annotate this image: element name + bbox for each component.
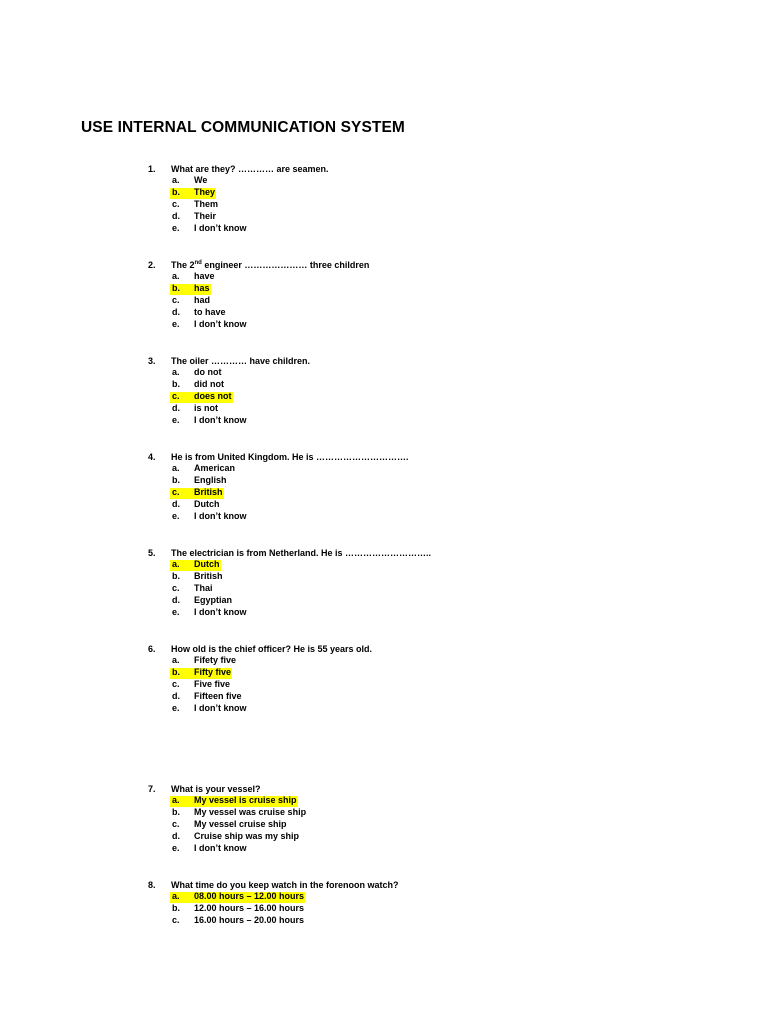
option-text: I don’t know [194, 703, 247, 714]
question-number: 3. [148, 356, 156, 366]
option-text: Dutch [194, 559, 220, 570]
option-letter: c. [172, 487, 180, 498]
option-a [148, 175, 748, 187]
option-text: I don’t know [194, 319, 247, 330]
option-letter: b. [172, 379, 180, 390]
option-b [148, 283, 748, 295]
option-d [148, 691, 748, 703]
option-b [148, 667, 748, 679]
option-text: We [194, 175, 208, 186]
option-b [148, 379, 748, 391]
option-letter: e. [172, 607, 180, 618]
option-c [148, 295, 748, 307]
option-text: My vessel cruise ship [194, 819, 287, 830]
option-letter: a. [172, 367, 180, 378]
option-letter: c. [172, 583, 180, 594]
option-letter: d. [172, 211, 180, 222]
option-e [148, 607, 748, 619]
option-text: British [194, 571, 223, 582]
option-c [148, 391, 748, 403]
option-d [148, 211, 748, 223]
ordinal-suffix: nd [194, 260, 202, 266]
option-text: My vessel is cruise ship [194, 795, 297, 806]
option-d [148, 403, 748, 415]
option-text: Cruise ship was my ship [194, 831, 300, 842]
question-line [148, 355, 748, 367]
question-number: 7. [148, 784, 156, 794]
option-letter: d. [172, 403, 180, 414]
option-text: Thai [194, 583, 213, 594]
option-text: English [194, 475, 227, 486]
option-letter: c. [172, 391, 180, 402]
option-letter: b. [172, 807, 180, 818]
option-c [148, 819, 748, 831]
option-text: American [194, 463, 236, 474]
option-b [148, 187, 748, 199]
option-e [148, 223, 748, 235]
option-letter: a. [172, 175, 180, 186]
question-7 [148, 783, 748, 856]
question-4 [148, 451, 748, 524]
option-d [148, 831, 748, 843]
option-letter: a. [172, 559, 180, 570]
question-1 [148, 163, 748, 236]
option-b [148, 807, 748, 819]
page-title: USE INTERNAL COMMUNICATION SYSTEM [81, 119, 405, 136]
option-text: Their [194, 211, 217, 222]
option-text: Fifty five [194, 667, 232, 678]
option-e [148, 703, 748, 715]
question-line [148, 643, 748, 655]
option-text: did not [194, 379, 224, 390]
option-text: I don’t know [194, 511, 247, 522]
option-text: I don’t know [194, 223, 247, 234]
option-text: I don’t know [194, 607, 247, 618]
question-text: What are they? ………… are seamen. [171, 164, 329, 174]
question-number: 1. [148, 164, 156, 174]
option-e [148, 415, 748, 427]
option-c [148, 583, 748, 595]
option-letter: a. [172, 271, 180, 282]
option-letter: b. [172, 667, 180, 678]
option-text: do not [194, 367, 222, 378]
option-a [148, 655, 748, 667]
question-number: 6. [148, 644, 156, 654]
option-e [148, 843, 748, 855]
option-text: Them [194, 199, 219, 210]
question-line [148, 163, 748, 175]
option-e [148, 319, 748, 331]
question-5 [148, 547, 748, 620]
option-letter: b. [172, 187, 180, 198]
option-a [148, 795, 748, 807]
option-letter: d. [172, 499, 180, 510]
option-a [148, 891, 748, 903]
question-text: He is from United Kingdom. He is …………………………. [171, 452, 409, 462]
question-line [148, 259, 748, 271]
question-text: The electrician is from Netherland. He is ……………………….. [171, 548, 432, 558]
option-letter: a. [172, 795, 180, 806]
question-3 [148, 355, 748, 428]
option-b [148, 571, 748, 583]
option-d [148, 499, 748, 511]
option-letter: c. [172, 915, 180, 926]
option-letter: c. [172, 199, 180, 210]
question-6 [148, 643, 748, 716]
question-text: The oiler ………… have children. [171, 356, 311, 366]
option-text: to have [194, 307, 226, 318]
option-c [148, 915, 748, 927]
question-line [148, 451, 748, 463]
option-a [148, 367, 748, 379]
question-line [148, 547, 748, 559]
option-a [148, 559, 748, 571]
option-text: I don’t know [194, 843, 247, 854]
question-text: How old is the chief officer? He is 55 years old. [171, 644, 373, 654]
option-text: 08.00 hours – 12.00 hours [194, 891, 305, 902]
option-letter: b. [172, 283, 180, 294]
option-text: I don’t know [194, 415, 247, 426]
option-letter: e. [172, 415, 180, 426]
question-text-suffix: engineer ………………… three children [201, 260, 370, 270]
option-text: is not [194, 403, 218, 414]
option-d [148, 307, 748, 319]
question-text [171, 259, 369, 271]
option-letter: c. [172, 819, 180, 830]
option-letter: d. [172, 831, 180, 842]
option-text: Five five [194, 679, 231, 690]
option-text: does not [194, 391, 232, 402]
option-e [148, 511, 748, 523]
option-a [148, 463, 748, 475]
option-text: has [194, 283, 210, 294]
option-c [148, 679, 748, 691]
question-8 [148, 879, 748, 927]
question-2 [148, 259, 748, 332]
option-b [148, 475, 748, 487]
question-text-prefix: The 2 [171, 260, 195, 270]
option-d [148, 595, 748, 607]
option-letter: e. [172, 843, 180, 854]
question-text: What time do you keep watch in the forenoon watch? [171, 880, 399, 890]
option-text: 16.00 hours – 20.00 hours [194, 915, 305, 926]
option-letter: e. [172, 319, 180, 330]
option-a [148, 271, 748, 283]
option-letter: b. [172, 903, 180, 914]
option-letter: c. [172, 679, 180, 690]
option-letter: e. [172, 223, 180, 234]
question-number: 4. [148, 452, 156, 462]
option-letter: a. [172, 891, 180, 902]
option-letter: d. [172, 595, 180, 606]
question-number: 5. [148, 548, 156, 558]
option-letter: a. [172, 463, 180, 474]
option-text: They [194, 187, 216, 198]
question-line [148, 879, 748, 891]
option-text: British [194, 487, 223, 498]
question-number: 8. [148, 880, 156, 890]
option-text: Dutch [194, 499, 220, 510]
option-text: had [194, 295, 211, 306]
option-text: have [194, 271, 215, 282]
option-letter: c. [172, 295, 180, 306]
option-text: Egyptian [194, 595, 233, 606]
option-letter: a. [172, 655, 180, 666]
option-text: Fifety five [194, 655, 237, 666]
question-number: 2. [148, 260, 156, 270]
option-text: Fifteen five [194, 691, 242, 702]
option-text: 12.00 hours – 16.00 hours [194, 903, 305, 914]
option-text: My vessel was cruise ship [194, 807, 307, 818]
option-letter: d. [172, 691, 180, 702]
option-c [148, 199, 748, 211]
option-letter: e. [172, 511, 180, 522]
option-letter: e. [172, 703, 180, 714]
question-line [148, 783, 748, 795]
option-letter: b. [172, 475, 180, 486]
option-b [148, 903, 748, 915]
question-text: What is your vessel? [171, 784, 261, 794]
option-letter: b. [172, 571, 180, 582]
option-c [148, 487, 748, 499]
option-letter: d. [172, 307, 180, 318]
